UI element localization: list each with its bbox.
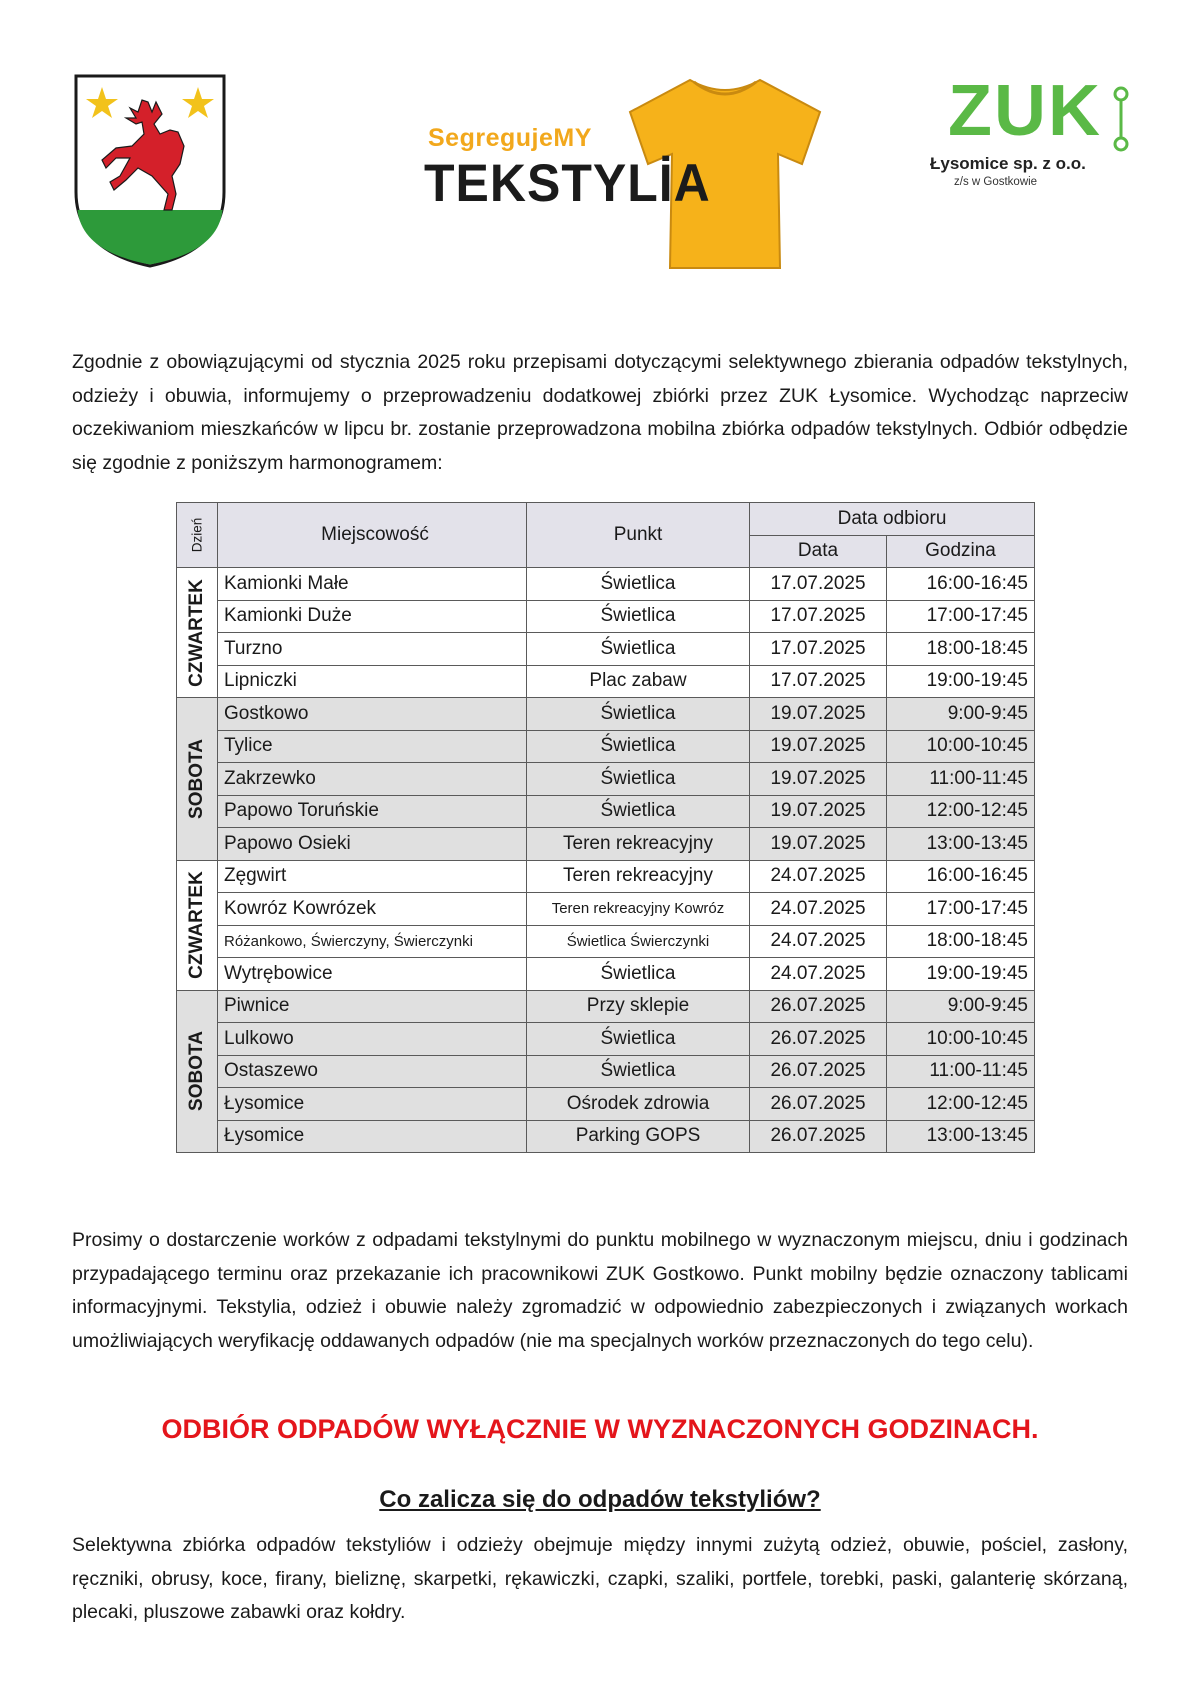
schedule-table bbox=[176, 502, 1035, 1153]
point-cell: Świetlica bbox=[527, 958, 750, 991]
zuk-logo-accent-icon bbox=[1106, 86, 1136, 152]
time-cell: 9:00-9:45 bbox=[887, 698, 1035, 731]
header-point: Punkt bbox=[527, 503, 750, 568]
header-pickup: Data odbioru bbox=[750, 503, 1035, 536]
point-cell: Plac zabaw bbox=[527, 665, 750, 698]
point-cell: Świetlica bbox=[527, 568, 750, 601]
time-cell: 12:00-12:45 bbox=[887, 795, 1035, 828]
brand-title: TEKSTYLİA bbox=[424, 153, 711, 213]
table-row bbox=[177, 1088, 1035, 1121]
time-cell: 11:00-11:45 bbox=[887, 763, 1035, 796]
table-row bbox=[177, 1120, 1035, 1153]
time-cell: 19:00-19:45 bbox=[887, 665, 1035, 698]
point-cell: Świetlica bbox=[527, 1055, 750, 1088]
time-cell: 10:00-10:45 bbox=[887, 1023, 1035, 1056]
zuk-company-sub: z/s w Gostkowie bbox=[954, 176, 1038, 188]
date-cell: 26.07.2025 bbox=[750, 990, 887, 1023]
point-cell: Świetlica bbox=[527, 1023, 750, 1056]
table-row bbox=[177, 795, 1035, 828]
warning-heading: ODBIÓR ODPADÓW WYŁĄCZNIE W WYZNACZONYCH GODZINACH. bbox=[161, 1414, 1039, 1444]
day-label: SOBOTA bbox=[186, 738, 207, 819]
time-cell: 11:00-11:45 bbox=[887, 1055, 1035, 1088]
location-cell: Tylice bbox=[218, 730, 527, 763]
table-row bbox=[177, 1055, 1035, 1088]
day-label: SOBOTA bbox=[186, 1031, 207, 1112]
day-cell bbox=[177, 860, 218, 990]
date-cell: 24.07.2025 bbox=[750, 925, 887, 958]
time-cell: 16:00-16:45 bbox=[887, 860, 1035, 893]
location-cell: Turzno bbox=[218, 633, 527, 666]
point-cell: Przy sklepie bbox=[527, 990, 750, 1023]
location-cell: Kamionki Małe bbox=[218, 568, 527, 601]
date-cell: 19.07.2025 bbox=[750, 828, 887, 861]
zuk-logo bbox=[930, 71, 1150, 200]
point-cell: Teren rekreacyjny bbox=[527, 828, 750, 861]
coat-of-arms-logo bbox=[72, 72, 228, 270]
location-cell: Zęgwirt bbox=[218, 860, 527, 893]
location-cell: Lipniczki bbox=[218, 665, 527, 698]
time-cell: 13:00-13:45 bbox=[887, 828, 1035, 861]
location-cell: Lulkowo bbox=[218, 1023, 527, 1056]
table-row bbox=[177, 568, 1035, 601]
date-cell: 17.07.2025 bbox=[750, 568, 887, 601]
table-row bbox=[177, 665, 1035, 698]
time-cell: 18:00-18:45 bbox=[887, 925, 1035, 958]
time-cell: 16:00-16:45 bbox=[887, 568, 1035, 601]
question-heading: Co zalicza się do odpadów tekstyliów? bbox=[379, 1486, 821, 1513]
point-cell: Ośrodek zdrowia bbox=[527, 1088, 750, 1121]
point-cell: Parking GOPS bbox=[527, 1120, 750, 1153]
table-row bbox=[177, 893, 1035, 926]
date-cell: 24.07.2025 bbox=[750, 893, 887, 926]
header-day-label: Dzień bbox=[189, 517, 205, 553]
table-row bbox=[177, 990, 1035, 1023]
point-cell: Świetlica bbox=[527, 600, 750, 633]
point-cell: Świetlica bbox=[527, 633, 750, 666]
location-cell: Piwnice bbox=[218, 990, 527, 1023]
location-cell: Ostaszewo bbox=[218, 1055, 527, 1088]
header-time: Godzina bbox=[887, 535, 1035, 568]
schedule-body bbox=[177, 568, 1035, 1153]
location-cell: Kamionki Duże bbox=[218, 600, 527, 633]
table-row bbox=[177, 763, 1035, 796]
location-cell: Gostkowo bbox=[218, 698, 527, 731]
date-cell: 19.07.2025 bbox=[750, 698, 887, 731]
table-row bbox=[177, 730, 1035, 763]
date-cell: 24.07.2025 bbox=[750, 958, 887, 991]
day-label: CZWARTEK bbox=[186, 871, 207, 979]
segregujemy-tekstylia-logo bbox=[420, 72, 840, 292]
table-row bbox=[177, 600, 1035, 633]
time-cell: 18:00-18:45 bbox=[887, 633, 1035, 666]
date-cell: 26.07.2025 bbox=[750, 1023, 887, 1056]
table-row bbox=[177, 1023, 1035, 1056]
time-cell: 17:00-17:45 bbox=[887, 600, 1035, 633]
instructions-paragraph: Prosimy o dostarczenie worków z odpadami tekstylnymi do punktu mobilnego w wyznaczonym miejscu, dniu i godzinach przypadającego terminu oraz przekazanie ich pracownikowi ZUK Gostkowo. Punkt mobilny będzie oznaczony tablicami informacyjnymi. Tekstylia, odzież i obuwie należy zgromadzić w odpowiednio zabezpieczonych i związanych workach umożliwiających weryfikację oddawanych odpadów (nie ma specjalnych worków przeznaczonych do tego celu). bbox=[72, 1229, 1128, 1352]
header bbox=[0, 0, 1200, 300]
date-cell: 17.07.2025 bbox=[750, 665, 887, 698]
header-day bbox=[177, 503, 218, 568]
time-cell: 10:00-10:45 bbox=[887, 730, 1035, 763]
table-row bbox=[177, 958, 1035, 991]
date-cell: 17.07.2025 bbox=[750, 600, 887, 633]
header-location: Miejscowość bbox=[218, 503, 527, 568]
location-cell: Zakrzewko bbox=[218, 763, 527, 796]
day-cell bbox=[177, 698, 218, 861]
location-cell: Papowo Osieki bbox=[218, 828, 527, 861]
day-cell bbox=[177, 990, 218, 1153]
date-cell: 26.07.2025 bbox=[750, 1088, 887, 1121]
location-cell: Wytrębowice bbox=[218, 958, 527, 991]
zuk-wordmark: ZUK bbox=[948, 71, 1102, 151]
table-row bbox=[177, 633, 1035, 666]
day-label: CZWARTEK bbox=[186, 578, 207, 687]
point-cell: Świetlica bbox=[527, 763, 750, 796]
point-cell: Świetlica bbox=[527, 795, 750, 828]
time-cell: 17:00-17:45 bbox=[887, 893, 1035, 926]
point-cell: Teren rekreacyjny bbox=[527, 860, 750, 893]
date-cell: 19.07.2025 bbox=[750, 795, 887, 828]
date-cell: 26.07.2025 bbox=[750, 1055, 887, 1088]
time-cell: 9:00-9:45 bbox=[887, 990, 1035, 1023]
table-row bbox=[177, 860, 1035, 893]
date-cell: 19.07.2025 bbox=[750, 763, 887, 796]
date-cell: 26.07.2025 bbox=[750, 1120, 887, 1153]
time-cell: 13:00-13:45 bbox=[887, 1120, 1035, 1153]
time-cell: 12:00-12:45 bbox=[887, 1088, 1035, 1121]
answer-paragraph: Selektywna zbiórka odpadów tekstyliów i odzieży obejmuje między innymi zużytą odzież, obuwie, pościel, zasłony, ręczniki, obrusy, koce, firany, bieliznę, skarpetki, rękawiczki, czapki, szaliki, portfele, torebki, paski, galanterię skórzaną, plecaki, pluszowe zabawki oraz kołdry. bbox=[72, 1534, 1128, 1624]
location-cell: Kowróz Kowrózek bbox=[218, 893, 527, 926]
date-cell: 17.07.2025 bbox=[750, 633, 887, 666]
table-row bbox=[177, 698, 1035, 731]
date-cell: 24.07.2025 bbox=[750, 860, 887, 893]
point-cell: Teren rekreacyjny Kowróz bbox=[527, 893, 750, 926]
point-cell: Świetlica Świerczynki bbox=[527, 925, 750, 958]
intro-paragraph: Zgodnie z obowiązującymi od stycznia 2025 roku przepisami dotyczącymi selektywnego zbierania odpadów tekstylnych, odzieży i obuwia, informujemy o przeprowadzeniu dodatkowej zbiórki przez ZUK Łysomice. Wychodząc naprzeciw oczekiwaniom mieszkańców w lipcu br. zostanie przeprowadzona mobilna zbiórka odpadów tekstylnych. Odbiór odbędzie się zgodnie z poniższym harmonogramem: bbox=[72, 351, 1128, 474]
time-cell: 19:00-19:45 bbox=[887, 958, 1035, 991]
location-cell: Łysomice bbox=[218, 1120, 527, 1153]
table-row bbox=[177, 925, 1035, 958]
date-cell: 19.07.2025 bbox=[750, 730, 887, 763]
location-cell: Papowo Toruńskie bbox=[218, 795, 527, 828]
brand-tagline: SegregujeMY bbox=[428, 124, 592, 152]
day-cell bbox=[177, 568, 218, 698]
location-cell: Różankowo, Świerczyny, Świerczynki bbox=[218, 925, 527, 958]
point-cell: Świetlica bbox=[527, 730, 750, 763]
header-date: Data bbox=[750, 535, 887, 568]
location-cell: Łysomice bbox=[218, 1088, 527, 1121]
zuk-company-name: Łysomice sp. z o.o. bbox=[930, 154, 1086, 173]
table-row bbox=[177, 828, 1035, 861]
point-cell: Świetlica bbox=[527, 698, 750, 731]
